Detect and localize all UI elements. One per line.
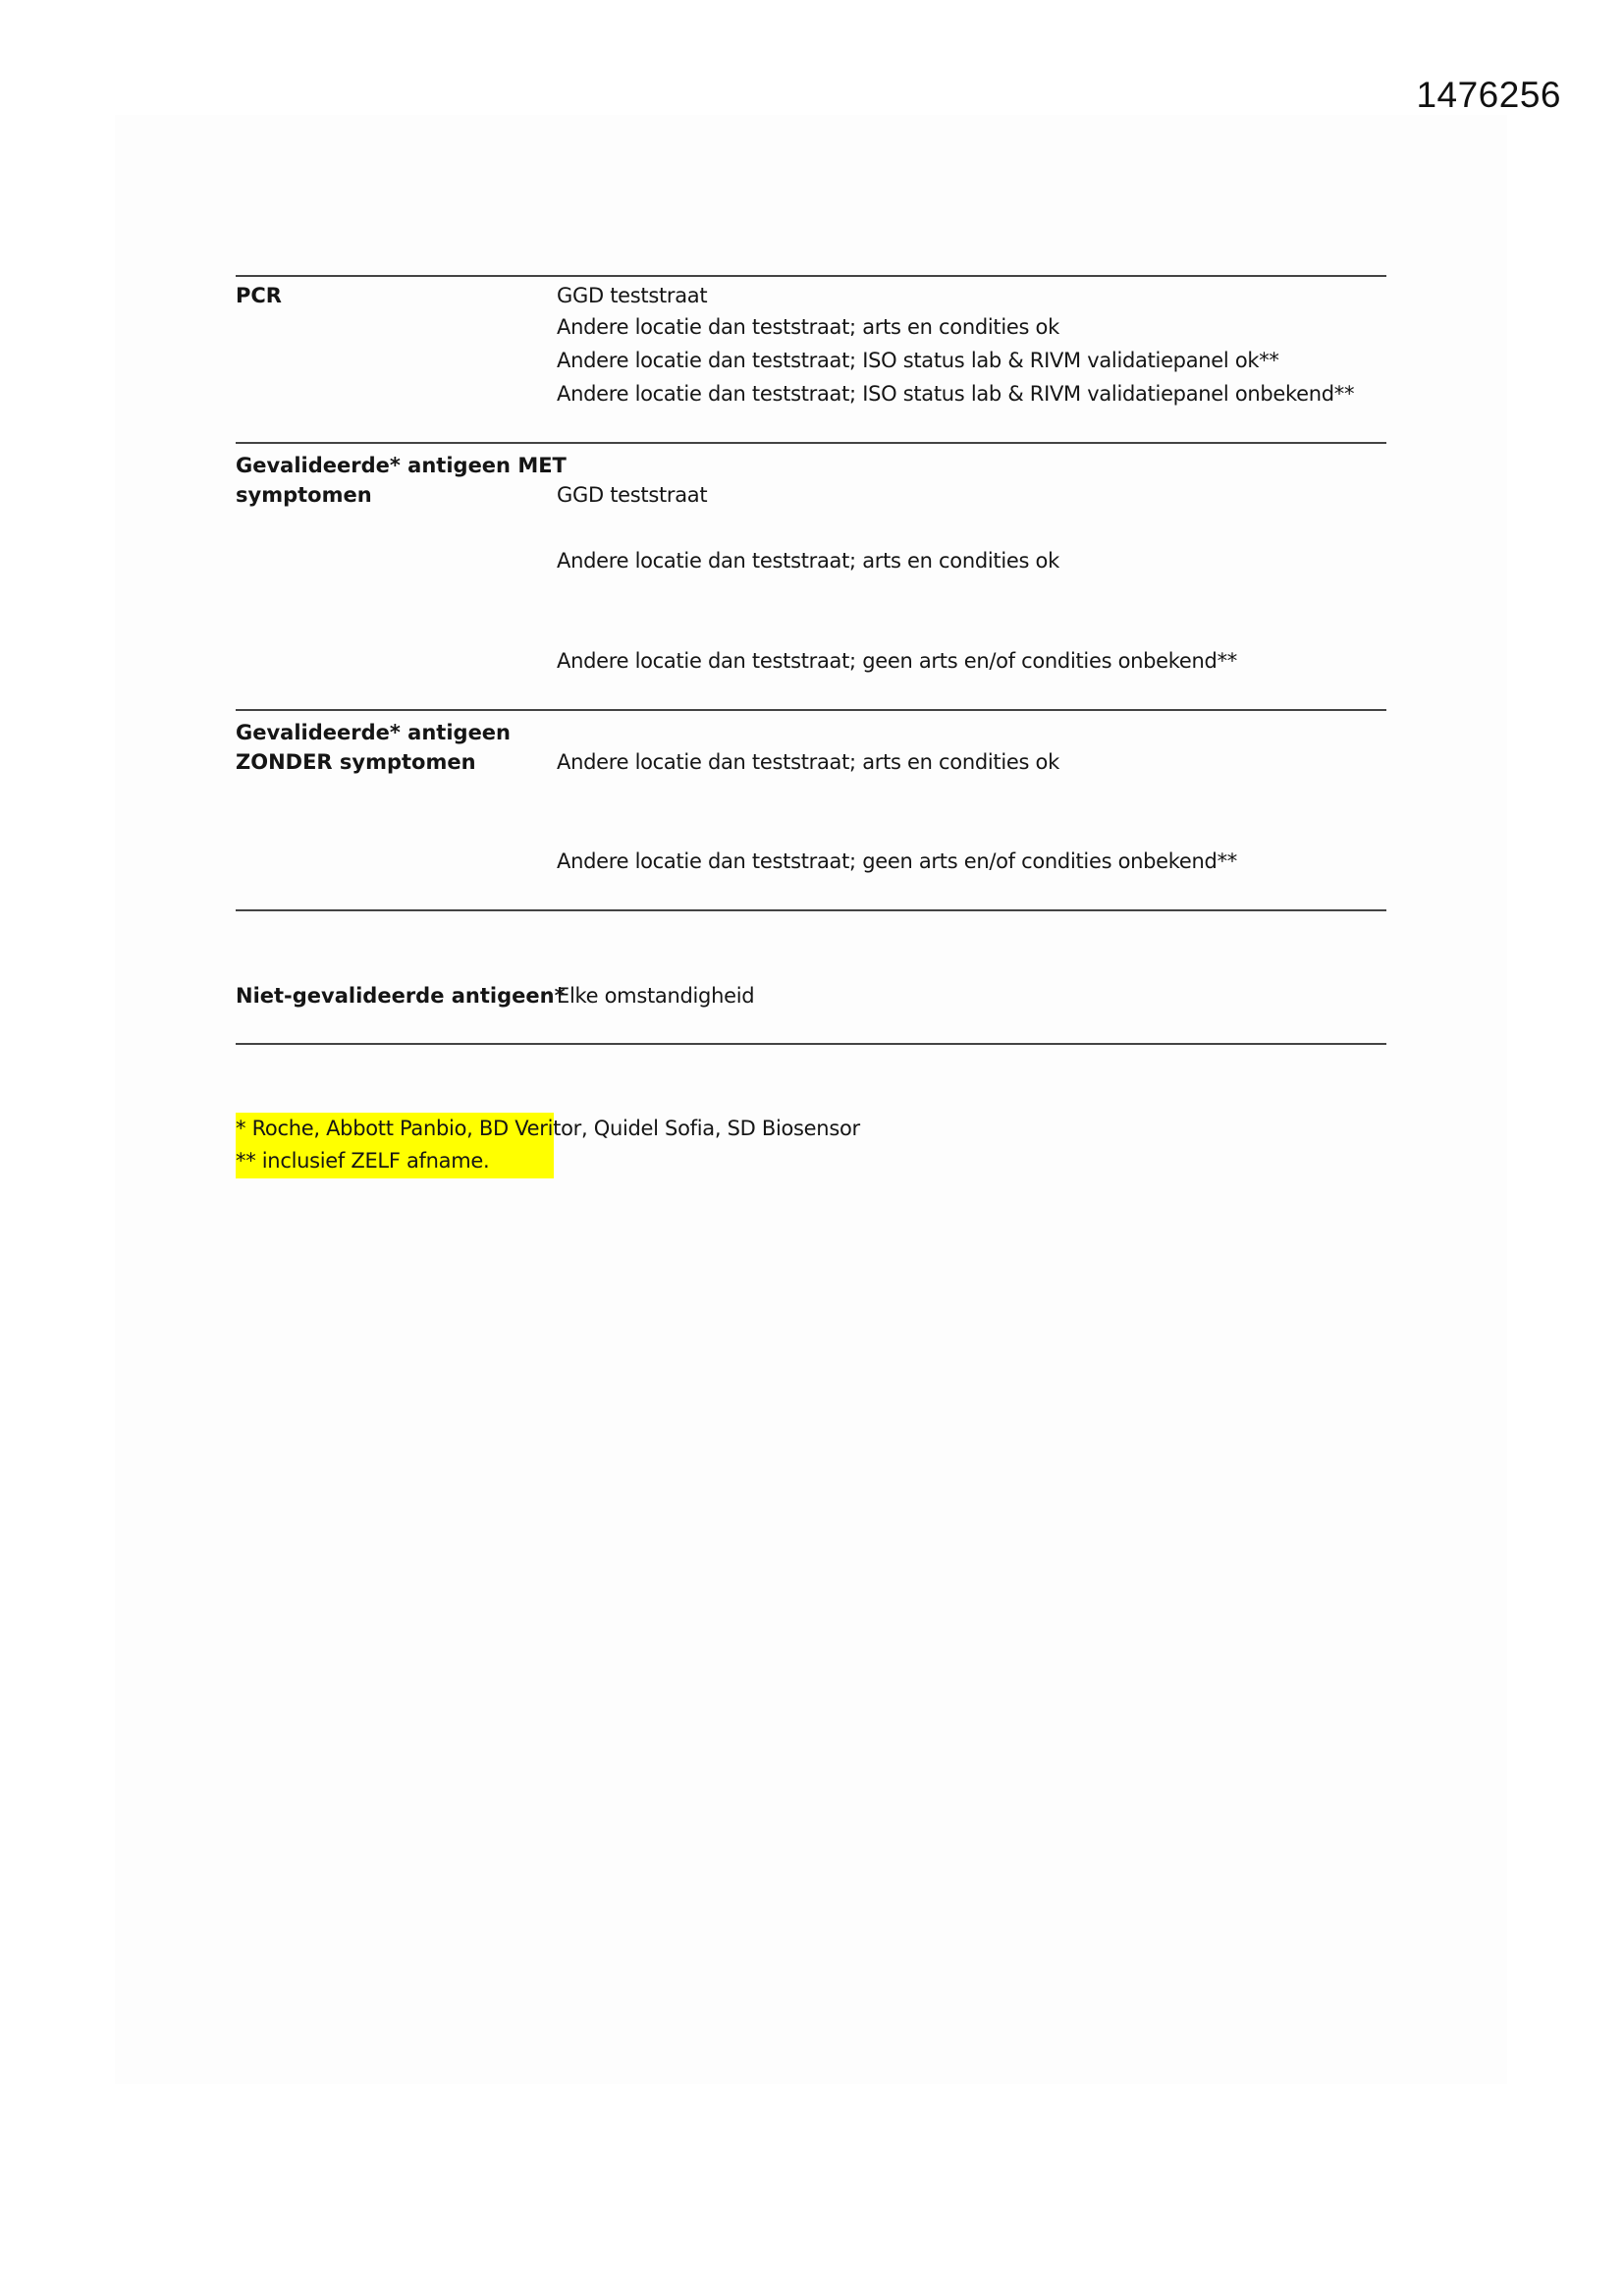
document-id-number: 1476256 [1416, 75, 1561, 115]
table-rule-top [236, 275, 1386, 277]
section-label-met-line2: symptomen [236, 483, 372, 507]
section-label-niet-gevalideerd: Niet-gevalideerde antigeen* [236, 984, 566, 1008]
section-label-pcr: PCR [236, 284, 282, 307]
pcr-row-2-text: Andere locatie dan teststraat; arts en condities ok [557, 315, 1059, 336]
pcr-row-1: GGD teststraat [557, 284, 708, 307]
footnote-1: * Roche, Abbott Panbio, BD Veritor, Quidel Sofia, SD Biosensor [236, 1117, 860, 1140]
table-rule-section-2 [236, 442, 1386, 444]
table-rule-section-4 [236, 909, 1386, 911]
met-row-2: Andere locatie dan teststraat; arts en condities ok [557, 549, 1059, 573]
pcr-row-3: Andere locatie dan teststraat; ISO status lab & RIVM validatiepanel ok** [557, 349, 1279, 372]
table-rule-bottom [236, 1043, 1386, 1045]
page-background [115, 115, 1507, 2084]
footnote-2: ** inclusief ZELF afname. [236, 1149, 490, 1173]
met-row-1: GGD teststraat [557, 483, 708, 507]
met-row-3: Andere locatie dan teststraat; geen arts en/of condities onbekend** [557, 649, 1237, 673]
zonder-row-1: Andere locatie dan teststraat; arts en condities ok [557, 750, 1059, 774]
table-rule-section-3 [236, 709, 1386, 711]
section-label-zonder-line2: ZONDER symptomen [236, 750, 476, 774]
pcr-row-4: Andere locatie dan teststraat; ISO status lab & RIVM validatiepanel onbekend** [557, 382, 1355, 406]
footnotes [236, 1113, 860, 1177]
zonder-row-2: Andere locatie dan teststraat; geen arts en/of condities onbekend** [557, 849, 1237, 873]
section-label-met-line1: Gevalideerde* antigeen MET [236, 454, 567, 477]
pcr-row-2 [557, 314, 1059, 336]
section-label-zonder-line1: Gevalideerde* antigeen [236, 721, 512, 744]
niet-gevalideerd-row-1: Elke omstandigheid [557, 984, 755, 1008]
